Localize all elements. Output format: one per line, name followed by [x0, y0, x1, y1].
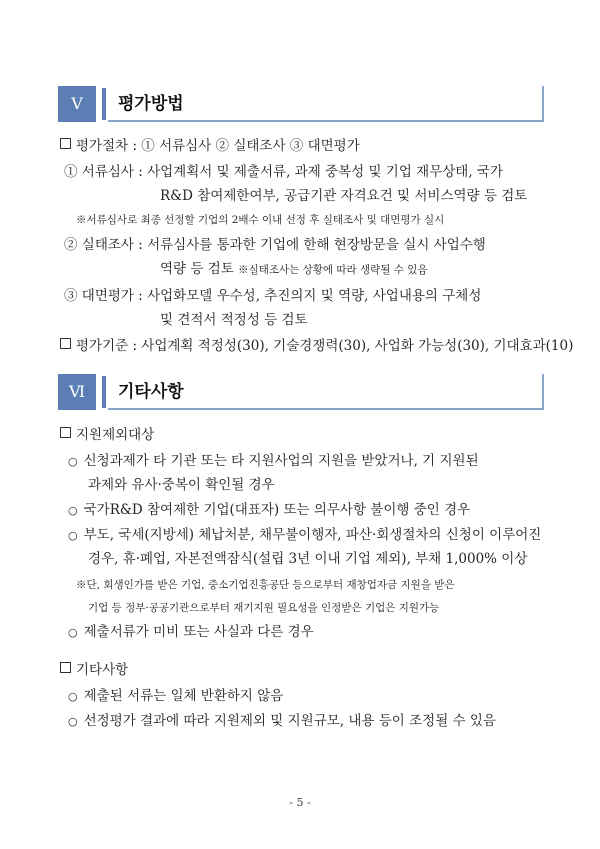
document-review-note: ※서류심사로 최종 선정할 기업의 2배수 이내 선정 후 실태조사 및 대면평가 실시: [76, 214, 445, 226]
exclusion-item-4: ○ 제출서류가 미비 또는 사실과 다른 경우: [68, 622, 314, 643]
site-inspection-line2: 역량 등 검토 ※실태조사는 상황에 따라 생략될 수 있음: [160, 261, 428, 277]
section-title: 기타사항: [118, 382, 184, 402]
section-right-bar: [542, 86, 544, 122]
circle-bullet-icon: ○: [68, 504, 78, 517]
page-number: - 5 -: [289, 796, 311, 809]
section-divider: [102, 376, 106, 408]
checkbox-square-icon: [60, 138, 71, 149]
document-review-line2: R&D 참여제한여부, 공급기관 자격요건 및 서비스역량 등 검토: [160, 188, 528, 204]
site-inspection-note: ※실태조사는 상황에 따라 생략될 수 있음: [238, 264, 428, 276]
exclusion-item-2: ○ 국가R&D 참여제한 기업(대표자) 또는 의무사항 불이행 중인 경우: [68, 500, 470, 521]
section-number: Ⅵ: [58, 374, 96, 410]
checkbox-square-icon: [60, 427, 71, 438]
interview-line2: 및 견적서 적정성 등 검토: [160, 312, 308, 328]
exclusion-note-line2: 기업 등 정부·공공기관으로부터 재기지원 필요성을 인정받은 기업은 지원가능: [88, 602, 440, 614]
section-number: Ⅴ: [58, 86, 96, 122]
circle-bullet-icon: ○: [68, 715, 78, 728]
section-divider: [102, 88, 106, 120]
site-inspection-line1: ② 실태조사 : 서류심사를 통과한 기업에 한해 현장방문을 실시 사업수행: [64, 237, 486, 253]
circle-bullet-icon: ○: [68, 690, 78, 703]
circle-bullet-icon: ○: [68, 455, 78, 468]
section-right-bar: [542, 374, 544, 410]
exclusion-item-1: ○ 신청과제가 타 기관 또는 타 지원사업의 지원을 받았거나, 기 지원된: [68, 451, 479, 472]
exclusion-item-1-cont: 과제와 유사·중복이 확인될 경우: [88, 477, 275, 493]
exclusion-heading: 지원제외대상: [60, 425, 154, 445]
evaluation-procedure: 평가절차 : ① 서류심사 ② 실태조사 ③ 대면평가: [60, 136, 360, 156]
section-header-misc: [58, 374, 544, 410]
section-header-evaluation: [58, 86, 544, 122]
checkbox-square-icon: [60, 338, 71, 349]
misc-item-2: ○ 선정평가 결과에 따라 지원제외 및 지원규모, 내용 등이 조정될 수 있음: [68, 711, 496, 732]
circle-bullet-icon: ○: [68, 529, 78, 542]
evaluation-criteria: 평가기준 : 사업계획 적정성(30), 기술경쟁력(30), 사업화 가능성(30), 기대효과(10): [60, 336, 573, 356]
misc-heading: 기타사항: [60, 660, 128, 680]
section-underline: [108, 120, 544, 122]
circle-bullet-icon: ○: [68, 626, 78, 639]
checkbox-square-icon: [60, 662, 71, 673]
exclusion-item-3-cont: 경우, 휴·폐업, 자본전액잠식(설립 3년 이내 기업 제외), 부채 1,000% 이상: [88, 551, 528, 567]
section-title: 평가방법: [118, 94, 184, 114]
exclusion-note-line1: ※단, 회생인가를 받은 기업, 중소기업진흥공단 등으로부터 재창업자금 지원을 받은: [76, 579, 455, 591]
section-underline: [108, 408, 544, 410]
interview-line1: ③ 대면평가 : 사업화모델 우수성, 추진의지 및 역량, 사업내용의 구체성: [64, 288, 482, 304]
exclusion-item-3: ○ 부도, 국세(지방세) 체납처분, 채무불이행자, 파산·회생절차의 신청이 이루어진: [68, 525, 541, 546]
document-review-line1: ① 서류심사 : 사업계획서 및 제출서류, 과제 중복성 및 기업 재무상태, 국가: [64, 164, 503, 180]
misc-item-1: ○ 제출된 서류는 일체 반환하지 않음: [68, 686, 283, 707]
